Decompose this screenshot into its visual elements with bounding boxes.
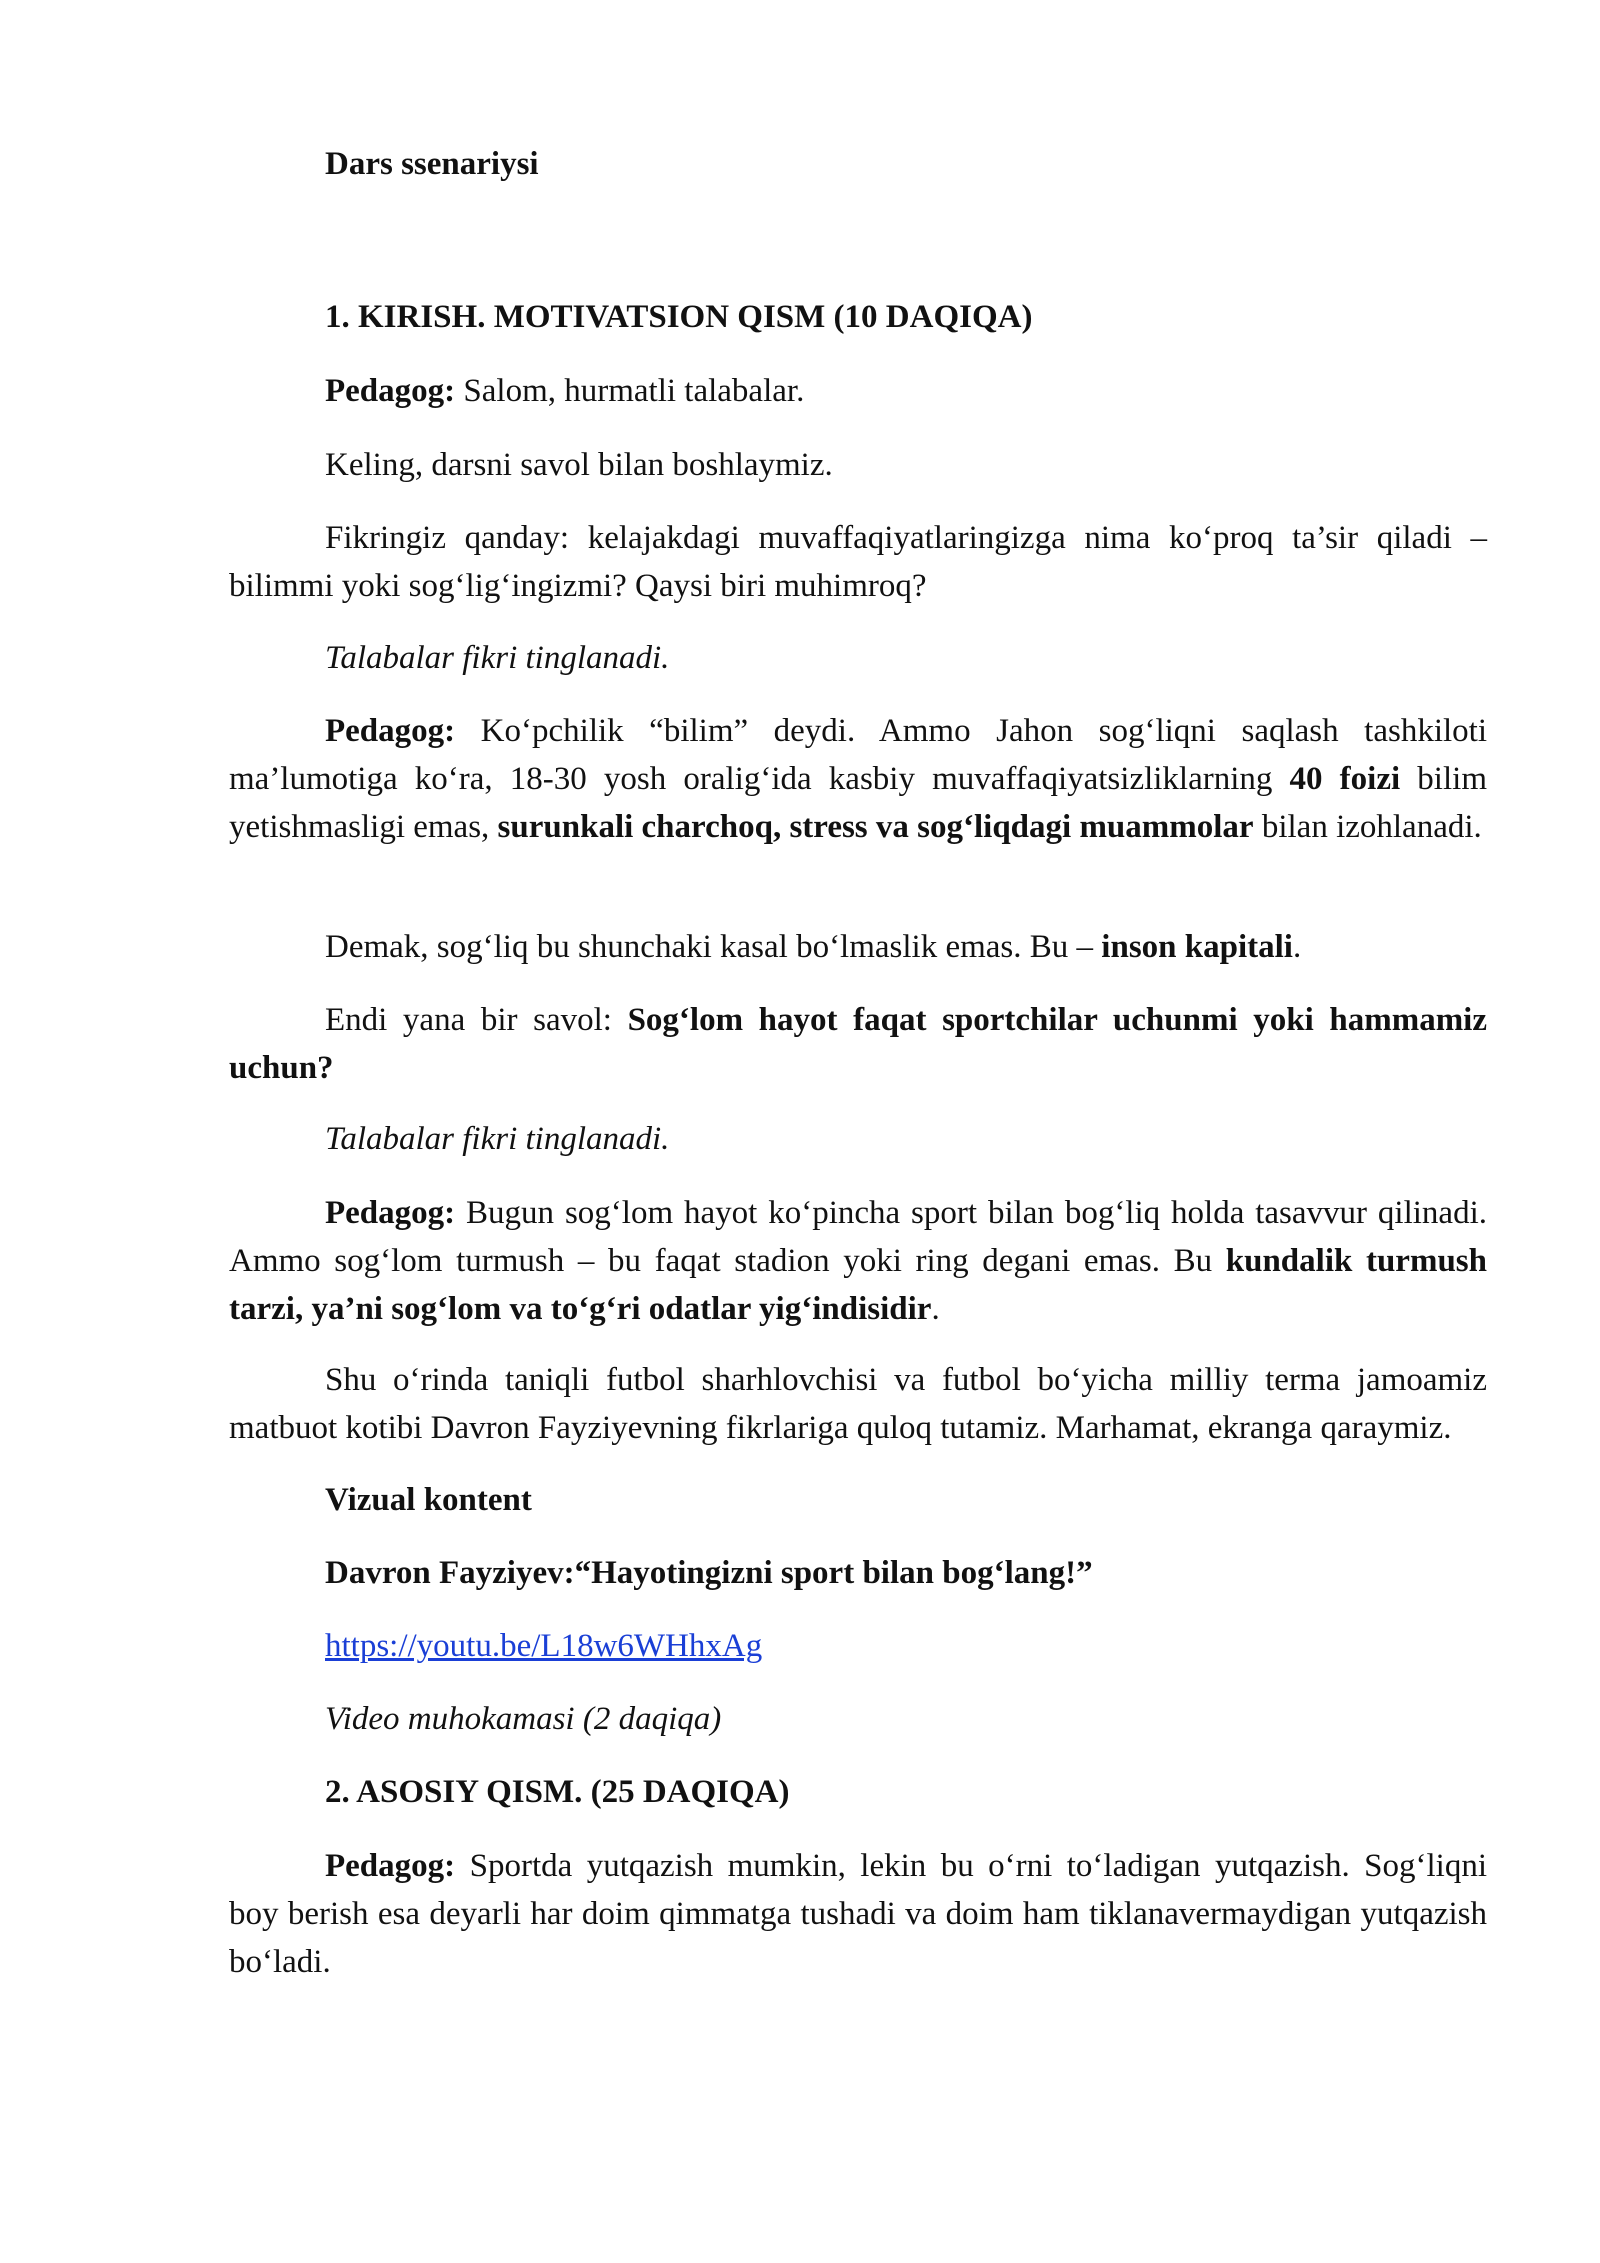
speaker-label: Pedagog: xyxy=(325,713,456,749)
emphasis-text: Sog‘lom hayot faqat sportchilar uchunmi yoki hammamiz uchun? xyxy=(229,1002,1487,1086)
emphasis-text: surunkali charchoq, stress va sog‘liqdagi muammolar xyxy=(497,809,1254,845)
paragraph-intro-question: Keling, darsni savol bilan boshlaymiz. xyxy=(325,447,833,483)
paragraph-stage-direction: Talabalar fikri tinglanadi. xyxy=(325,640,670,676)
paragraph-stage-direction-2: Talabalar fikri tinglanadi. xyxy=(325,1121,670,1157)
document-title: Dars ssenariysi xyxy=(325,146,539,182)
emphasis-text: kundalik turmush tarzi, ya’ni sog‘lom va to‘g‘ri odatlar yig‘indisidir xyxy=(229,1243,1487,1327)
video-link-line xyxy=(229,1622,1487,1670)
paragraph-healthy-lifestyle: Pedagog: Bugun sog‘lom hayot ko‘pincha sport bilan bog‘liq holda tasavvur qilinadi. Ammo sog‘lom turmush – bu faqat stadion yoki ring degani emas. Bu kundalik turmush tarzi, ya’ni sog‘lom va to‘g‘ri odatlar yig‘indisidir. xyxy=(229,1195,1487,1327)
visual-content-heading: Vizual kontent xyxy=(325,1482,532,1518)
speaker-label: Pedagog: xyxy=(325,1848,456,1884)
section-2-heading: 2. ASOSIY QISM. (25 DAQIQA) xyxy=(325,1774,790,1810)
speaker-label: Pedagog: xyxy=(325,373,456,409)
paragraph-sport-loss: Pedagog: Sportda yutqazish mumkin, lekin bu o‘rni to‘ladigan yutqazish. Sog‘liqni boy berish esa deyarli har doim qimmatga tushadi va doim ham tiklanavermaydigan yutqazish bo‘ladi. xyxy=(229,1848,1487,1980)
emphasis-text: inson kapitali xyxy=(1101,929,1293,965)
paragraph-text: Salom, hurmatli talabalar. xyxy=(455,373,805,409)
paragraph-guest-intro: Shu o‘rinda taniqli futbol sharhlovchisi va futbol bo‘yicha milliy terma jamoamiz matbuot kotibi Davron Fayziyevning fikrlariga quloq tutamiz. Marhamat, ekranga qaraymiz. xyxy=(229,1362,1487,1446)
paragraph-who-statistics: Pedagog: Ko‘pchilik “bilim” deydi. Ammo Jahon sog‘liqni saqlash tashkiloti ma’lumotiga ko‘ra, 18-30 yosh oralig‘ida kasbiy muvaffaqiyatsizliklarning 40 foizi bilim yetishmasligi emas, surunkali charchoq, stress va sog‘liqdagi muammolar bilan izohlanadi. xyxy=(229,713,1487,845)
paragraph-question: Fikringiz qanday: kelajakdagi muvaffaqiyatlaringizga nima ko‘proq ta’sir qiladi – bilimmi yoki sog‘lig‘ingizmi? Qaysi biri muhimroq? xyxy=(229,520,1487,604)
paragraph-human-capital: Demak, sog‘liq bu shunchaki kasal bo‘lmaslik emas. Bu – inson kapitali. xyxy=(325,929,1302,965)
emphasis-text: 40 foizi xyxy=(1289,761,1401,797)
video-link[interactable]: https://youtu.be/L18w6WHhxAg xyxy=(325,1628,763,1664)
speaker-label: Pedagog: xyxy=(325,1195,456,1231)
video-title: Davron Fayziyev:“Hayotingizni sport bilan bog‘lang!” xyxy=(325,1555,1093,1591)
video-discussion-note: Video muhokamasi (2 daqiqa) xyxy=(325,1701,722,1737)
section-1-heading: 1. KIRISH. MOTIVATSION QISM (10 DAQIQA) xyxy=(325,299,1033,335)
paragraph-greeting xyxy=(229,367,1487,415)
paragraph-second-question: Endi yana bir savol: Sog‘lom hayot faqat sportchilar uchunmi yoki hammamiz uchun? xyxy=(229,1002,1487,1086)
